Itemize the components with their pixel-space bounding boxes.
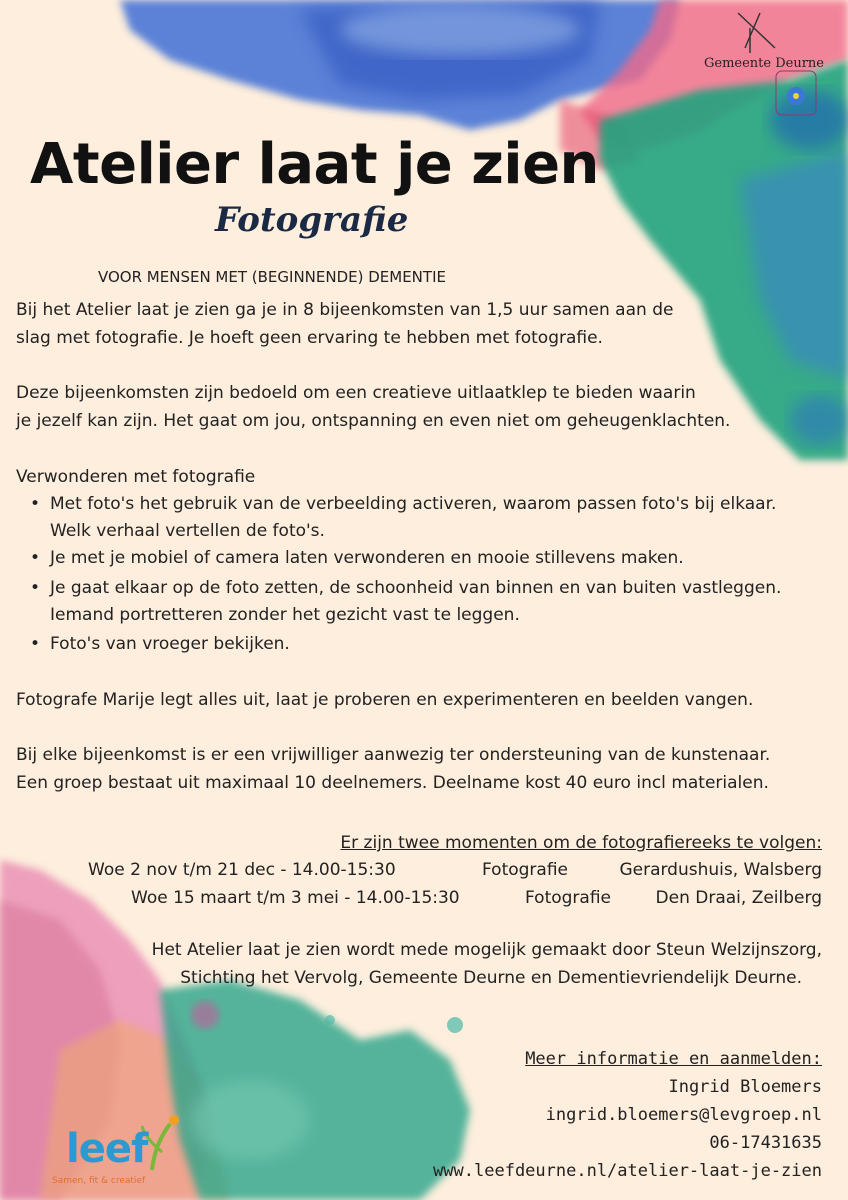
list-item-text: Met foto's het gebruik van de verbeelding activeren, waarom passen foto's bij elkaar. — [50, 494, 777, 514]
intro-line-1: Bij het Atelier laat je zien ga je in 8 bijeenkomsten van 1,5 uur samen aan de — [16, 300, 674, 320]
schedule-date: Woe 2 nov t/m 21 dec - 14.00-15:30 — [88, 860, 396, 880]
list-item-continuation: Iemand portretteren zonder het gezicht vast te leggen. — [50, 605, 520, 625]
list-item: • Met foto's het gebruik van de verbeelding activeren, waarom passen foto's bij elkaar. — [30, 494, 777, 514]
list-item: • Foto's van vroeger bekijken. — [30, 634, 290, 654]
contact-name: Ingrid Bloemers — [668, 1077, 822, 1097]
schedule-activity: Fotografie — [525, 888, 612, 908]
contact-heading: Meer informatie en aanmelden: — [525, 1049, 822, 1069]
contact-phone[interactable]: 06-17431635 — [709, 1133, 822, 1153]
list-item-text: Foto's van vroeger bekijken. — [50, 634, 290, 654]
intro-line-4: je jezelf kan zijn. Het gaat om jou, ontspanning en even niet om geheugenklachten. — [16, 411, 731, 431]
intro-line-2: slag met fotografie. Je hoeft geen ervaring te hebben met fotografie. — [16, 328, 603, 348]
schedule-location: Den Draai, Zeilberg — [655, 888, 822, 908]
leef-tagline: Samen, fit & creatief — [52, 1176, 146, 1186]
tagline: VOOR MENSEN MET (BEGINNENDE) DEMENTIE — [98, 268, 446, 286]
list-heading: Verwonderen met fotografie — [16, 467, 256, 487]
leef-logo: leef — [66, 1126, 148, 1172]
list-item: • Je gaat elkaar op de foto zetten, de schoonheid van binnen en van buiten vastleggen. — [30, 578, 782, 598]
schedule-activity: Fotografie — [482, 860, 569, 880]
list-item-text: Je met je mobiel of camera laten verwonderen en mooie stillevens maken. — [50, 548, 684, 568]
schedule-location: Gerardushuis, Walsberg — [619, 860, 822, 880]
contact-email[interactable]: ingrid.bloemers@levgroep.nl — [545, 1105, 822, 1125]
schedule-date: Woe 15 maart t/m 3 mei - 14.00-15:30 — [131, 888, 460, 908]
intro-line-3: Deze bijeenkomsten zijn bedoeld om een creatieve uitlaatklep te bieden waarin — [16, 383, 696, 403]
page-subtitle: Fotografie — [215, 200, 409, 240]
leef-sprout-icon — [140, 1112, 190, 1172]
contact-url[interactable]: www.leefdeurne.nl/atelier-laat-je-zien — [433, 1161, 822, 1181]
details-line-3: Een groep bestaat uit maximaal 10 deelnemers. Deelname kost 40 euro incl materialen. — [16, 773, 769, 793]
details-line-2: Bij elke bijeenkomst is er een vrijwilliger aanwezig ter ondersteuning van de kunstenaar. — [16, 745, 771, 765]
sponsors-line-2: Stichting het Vervolg, Gemeente Deurne en Dementievriendelijk Deurne. — [180, 968, 802, 988]
gemeente-deurne-name: Gemeente Deurne — [704, 56, 824, 71]
details-line-1: Fotografe Marije legt alles uit, laat je proberen en experimenteren en beelden vangen. — [16, 690, 754, 710]
list-item-text: Je gaat elkaar op de foto zetten, de schoonheid van binnen en van buiten vastleggen. — [50, 578, 782, 598]
sponsors-line-1: Het Atelier laat je zien wordt mede mogelijk gemaakt door Steun Welzijnszorg, — [151, 940, 822, 960]
schedule-heading: Er zijn twee momenten om de fotografiereeks te volgen: — [340, 833, 822, 853]
list-item: • Je met je mobiel of camera laten verwonderen en mooie stillevens maken. — [30, 548, 684, 568]
list-item-continuation: Welk verhaal vertellen de foto's. — [50, 521, 325, 541]
page-title: Atelier laat je zien — [30, 132, 599, 197]
